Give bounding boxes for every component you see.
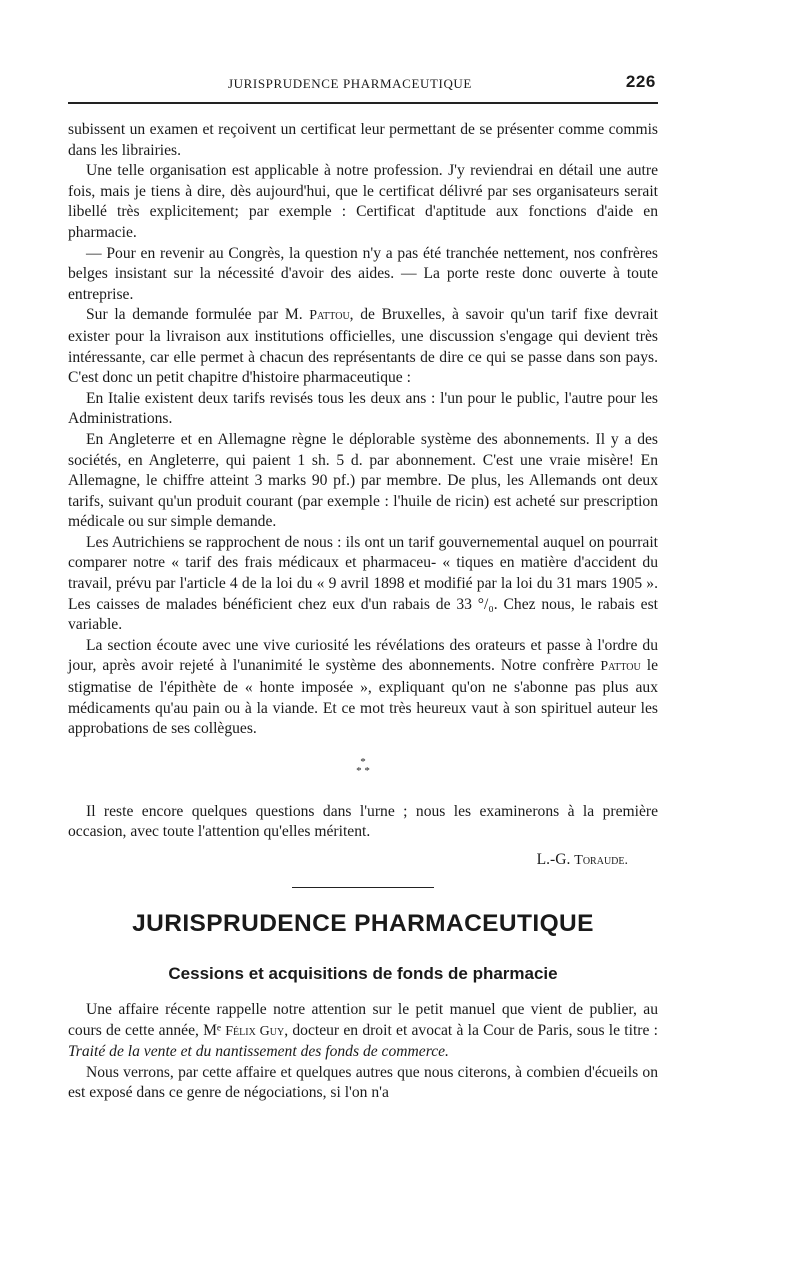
text-span: Sur la demande formulée par M. bbox=[86, 306, 310, 324]
person-name: Pattou bbox=[600, 659, 641, 675]
person-name: Pattou bbox=[309, 308, 350, 324]
text-span: le stigmatise de l'épithète de « honte imposée », expliquant qu'on ne s'abonne pas plus aux médicaments qu'au pain ou à la viande. Et ce mot très heureux vaut à son spirituel auteur les approbations de ses collègues. bbox=[68, 657, 658, 738]
congress-report bbox=[68, 120, 658, 869]
running-title: JURISPRUDENCE PHARMACEUTIQUE bbox=[228, 76, 472, 91]
header-rule bbox=[68, 102, 658, 104]
asterism bbox=[68, 755, 658, 777]
signature-name: Toraude. bbox=[574, 853, 628, 868]
text-span: , de Bruxelles, à savoir qu'un tarif fixe devrait exister pour la livraison aux institutions officielles, une discussion s'engage qui devient très intéressante, car elle permet à chacun des représentants de dire ce qui se passe dans son pays. C'est donc un petit chapitre d'histoire pharmaceutique : bbox=[68, 306, 658, 387]
text-span: Une affaire récente rappelle notre attention sur le petit manuel que vient de publier, au cours de cette année, Mᵉ bbox=[68, 1001, 658, 1039]
book-title: Traité de la vente et du nantissement des fonds de commerce. bbox=[68, 1043, 449, 1061]
running-header bbox=[68, 70, 658, 94]
section-title: JURISPRUDENCE PHARMACEUTIQUE bbox=[132, 910, 594, 937]
jurisprudence-section bbox=[68, 910, 658, 1104]
text-span: , docteur en droit et avocat à la Cour de Paris, sous le titre : bbox=[284, 1021, 658, 1039]
paragraph: subissent un examen et reçoivent un certificat leur permettant de se présenter comme commis dans les librairies. bbox=[68, 121, 658, 159]
page-number: 226 bbox=[625, 72, 656, 91]
author-signature bbox=[68, 851, 628, 869]
paragraph: — Pour en revenir au Congrès, la question n'y a pas été tranchée nettement, nos confrères belges insistant sur la nécessité d'avoir des aides. — La porte reste donc ouverte à toute entreprise. bbox=[68, 244, 658, 303]
paragraph: Il reste encore quelques questions dans l'urne ; nous les examinerons à la première occasion, avec toute l'attention qu'elles méritent. bbox=[68, 802, 658, 841]
person-name: Félix Guy bbox=[225, 1023, 285, 1039]
paragraph bbox=[68, 305, 658, 388]
paragraph: Une telle organisation est applicable à notre profession. J'y reviendrai en détail une autre fois, mais je tiens à dire, dès aujourd'hui, que le certificat délivré par ses organisateurs serait libellé très explicitement; par exemple : Certificat d'aptitude aux fonctions d'aide en pharmacie. bbox=[68, 162, 658, 241]
paragraph: Les Autrichiens se rapprochent de nous : ils ont un tarif gouvernemental auquel on pourrait comparer notre « tarif des frais médicaux et pharmaceu- « tiques en matière d'accident du travail, prévu par l'article 4 de la loi du « 9 avril 1898 et modifié par la loi du 31 mars 1905 ». Les caisses de malades bénéficient chez eux d'un rabais de 33 °/₀. Chez nous, le rabais est variable. bbox=[68, 533, 658, 634]
paragraph bbox=[68, 1000, 658, 1063]
paragraph: En Italie existent deux tarifs revisés tous les deux ans : l'un pour le public, l'autre pour les Administrations. bbox=[68, 389, 658, 428]
section-separator bbox=[292, 887, 434, 888]
paragraph: Nous verrons, par cette affaire et quelques autres que nous citerons, à combien d'écueils on est exposé dans ce genre de négociations, si l'on n'a bbox=[68, 1063, 658, 1102]
paragraph: En Angleterre et en Allemagne règne le déplorable système des abonnements. Il y a des sociétés, en Angleterre, qui paient 1 sh. 5 d. par abonnement. C'est une vraie misère! En Allemagne, le chiffre atteint 3 marks 90 pf.) par membre. De plus, les Allemands ont deux tarifs, suivant qu'un produit courant (par exemple : l'huile de ricin) est acheté sur prescription médicale ou sur simple demande. bbox=[68, 430, 658, 531]
asterism-top: * bbox=[360, 755, 366, 768]
paragraph bbox=[68, 636, 658, 740]
asterism-bottom: * * bbox=[356, 764, 370, 777]
section-subtitle: Cessions et acquisitions de fonds de pharmacie bbox=[168, 964, 558, 983]
journal-page bbox=[68, 70, 658, 1104]
signature-initials: L.-G. bbox=[536, 851, 575, 868]
text-span: La section écoute avec une vive curiosité les révélations des orateurs et passe à l'ordre du jour, après avoir rejeté à l'unanimité le système des abonnements. Notre confrère bbox=[68, 636, 658, 675]
